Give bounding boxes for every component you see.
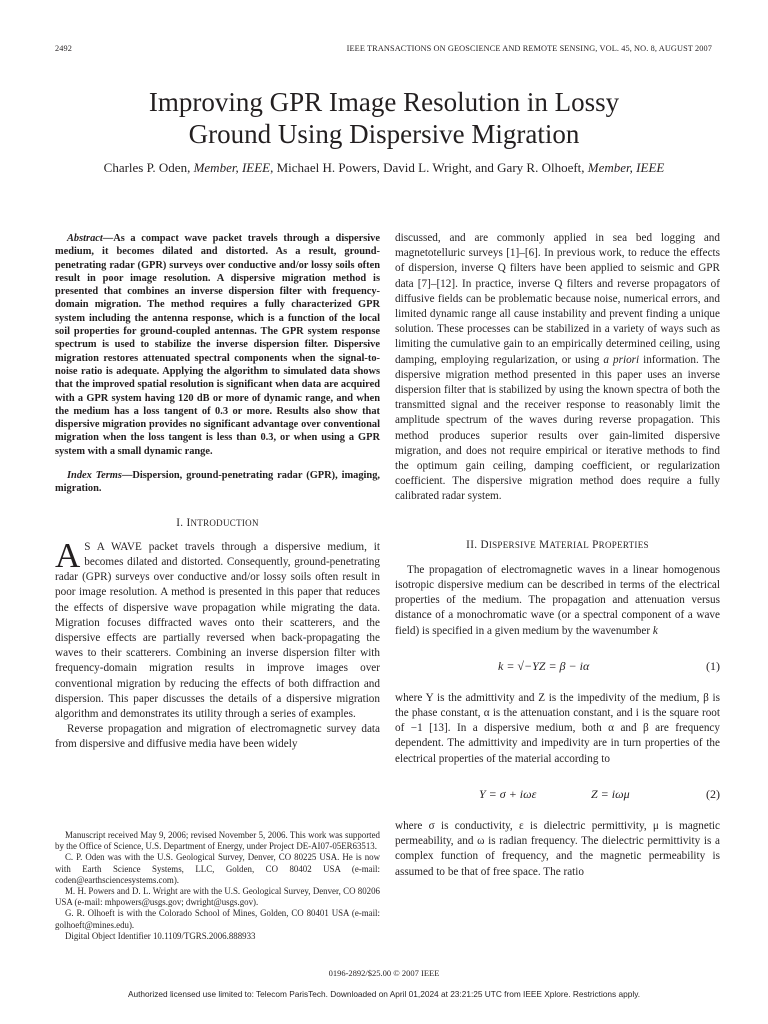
footnote-oden: C. P. Oden was with the U.S. Geological Survey, Denver, CO 80225 USA. He is now with Earth Science Systems, LLC, Golden, CO 80402 USA (e-mail: coden@earthsciencesystems.com).	[55, 852, 380, 885]
right-column	[395, 231, 720, 880]
equation-1	[395, 653, 720, 683]
equation-2-left: Y = σ + iωε	[479, 786, 537, 801]
section-1-heading: I. INTRODUCTION	[176, 516, 259, 529]
equation-1-body: k = √−YZ = β − iα	[498, 658, 590, 673]
intro-paragraph-continued: discussed, and are commonly applied in sea bed logging and magnetotelluric surveys [1]–[6]. In previous work, to reduce the effects of dispersion, inverse Q filters have been applied to seismic and GPR data [7]–[12]. In practice, inverse Q filters and reverse propagators of diffusive fields can be problematic because noise, numerical errors, and limited dynamic range all cause instability and prevent finding a unique solution. These processes can be stabilized in a variety of ways such as limiting the cumulative gain to an empirically determined ceiling, using damping, employing regularization, or using a priori information. The dispersive migration method presented in this paper uses an inverse dispersion filter that is stabilized by using the known spectra of both the transmitted signal and the receiver response to reasonably limit the amplitude spectrum of the waves during reverse propagation. This method produces superior results over gain-limited dispersive migration, and does not require empirical or iterative methods to find the optimum gain ceiling, damping coefficient, or regularization coefficient. The dispersive migration method does require a fully calibrated radar system.	[395, 232, 721, 503]
footnote-olhoeft: G. R. Olhoeft is with the Colorado School of Mines, Golden, CO 80401 USA (e-mail: golhoeft@mines.edu).	[55, 908, 380, 930]
author-1-membership: Member, IEEE	[193, 160, 271, 175]
title-line-2: Ground Using Dispersive Migration	[188, 119, 580, 149]
paper-title	[0, 86, 768, 150]
equation-2-number: (2)	[706, 786, 720, 801]
copyright-line: 0196-2892/$25.00 © 2007 IEEE	[328, 968, 440, 978]
abstract	[55, 232, 380, 458]
footnote-manuscript: Manuscript received May 9, 2006; revised November 5, 2006. This work was supported by the Office of Science, U.S. Department of Energy, under Project DE-AI07-05ER63513.	[55, 830, 380, 852]
journal-header: IEEE TRANSACTIONS ON GEOSCIENCE AND REMOTE SENSING, VOL. 45, NO. 8, AUGUST 2007	[346, 44, 712, 53]
author-line	[0, 160, 768, 176]
authors-middle: , Michael H. Powers, David L. Wright, and Gary R. Olhoeft,	[270, 160, 585, 175]
section-2-paragraph-2: where Y is the admittivity and Z is the impedivity of the medium, β is the phase constant, α is the attenuation constant, and i is the square root of −1 [13]. In a dispersive medium, both α and β are frequency dependent. The admittivity and impedivity are in turn properties of the electrical properties of the material according to	[395, 691, 720, 765]
drop-cap: A	[55, 535, 81, 575]
intro-paragraph-1: A S A WAVE packet travels through a dispersive medium, it becomes dilated and distorted. Consequently, ground-penetrating radar (GPR) surveys over conductive and/or lossy soils often result in poor image resolution. A method is presented in this paper that reduces the effects of dispersive wave propagation while migrating the data. Migration focuses diffracted waves onto their scatterers, and the dispersive effects are partially reversed when back-propagating the waves to their scatterers. Combining an inverse dispersion filter with frequency-domain migration results in improve images over conventional migration by reducing the effects of both diffraction and dispersion. This paper discusses the details of a dispersive migration algorithm and demonstrates its utility through a series of examples.	[55, 535, 380, 721]
index-terms-label: Index Terms	[67, 470, 122, 482]
equation-1-number: (1)	[706, 658, 720, 673]
footnote-doi: Digital Object Identifier 10.1109/TGRS.2006.888933	[65, 930, 256, 941]
page-number: 2492	[55, 44, 72, 53]
authorized-use-notice: Authorized licensed use limited to: Telecom ParisTech. Downloaded on April 01,2024 at 23:21:25 UTC from IEEE Xplore. Restrictions apply.	[127, 989, 641, 999]
author-1: Charles P. Oden,	[103, 160, 191, 175]
intro-paragraph-2: Reverse propagation and migration of electromagnetic survey data from dispersive and diffusive media have been widely	[55, 723, 380, 751]
footnotes	[55, 830, 380, 942]
equation-2	[395, 781, 720, 811]
footnote-powers-wright: M. H. Powers and D. L. Wright are with the U.S. Geological Survey, Denver, CO 80206 USA (e-mail: mhpowers@usgs.gov; dwright@usgs.gov).	[55, 886, 380, 908]
left-column	[55, 232, 380, 753]
section-2-paragraph-3: where σ is conductivity, ε is dielectric permittivity, μ is magnetic permeability, and ω is radian frequency. The dielectric permittivity is a complex function of frequency, and the magnetic permeability is assumed to be that of free space. The ratio	[395, 819, 720, 878]
section-2-paragraph-1: The propagation of electromagnetic waves in a linear homogenous isotropic dispersive medium can be described in terms of the electrical properties of the medium. The propagation and attenuation versus distance of a monochromatic wave (or a spectral component of a wave field) is specified in a given medium by the wavenumber k	[395, 563, 720, 637]
equation-2-right: Z = iωμ	[591, 786, 630, 801]
abstract-label: Abstract	[67, 233, 103, 244]
index-terms	[55, 469, 380, 496]
index-terms-text: —Dispersion, ground-penetrating radar (GPR), imaging, migration.	[55, 470, 380, 495]
author-4-membership: Member, IEEE	[587, 160, 665, 175]
title-line-1: Improving GPR Image Resolution in Lossy	[148, 87, 620, 117]
section-2-heading: II. DISPERSIVE MATERIAL PROPERTIES	[466, 538, 649, 551]
abstract-text: —As a compact wave packet travels through a dispersive medium, it becomes dilated and distorted. As a result, ground-penetrating radar (GPR) surveys over conductive and/or lossy soils often result in poor image resolution. A dispersive migration method is presented that combines an inverse dispersion filter with frequency-domain migration. The method requires a fully characterized GPR system including the antenna response, which is a function of the local soil properties for ground-coupled antennas. The GPR system response spectrum is used to stabilize the inverse dispersion filter. Dispersive migration restores attenuated spectral components when the signal-to-noise ratio is adequate. Applying the algorithm to simulated data shows that the improved spatial resolution is significant when data are acquired with a GPR system having 120 dB or more of dynamic range, and when the medium has a loss tangent of 0.3 or more. Results also show that dispersive migration provides no significant advantage over conventional migration when the loss tangent is less than 0.3, or when using a GPR system with a small dynamic range.	[55, 233, 380, 457]
